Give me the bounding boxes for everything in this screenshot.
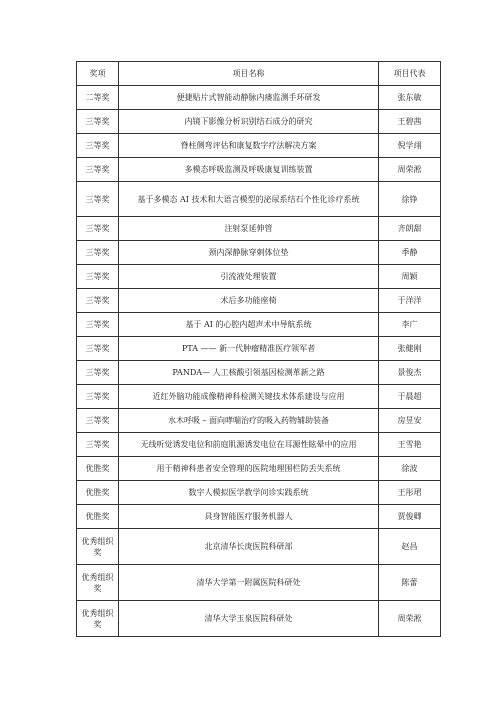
award-cell: 优胜奖 bbox=[77, 481, 119, 505]
project-cell: PTA —— 新一代肿瘤精准医疗领军者 bbox=[119, 337, 379, 361]
header-representative: 项目代表 bbox=[379, 62, 441, 86]
project-cell: 清华大学第一附属医院科研处 bbox=[119, 565, 379, 601]
project-cell: 便捷贴片式智能动静脉内瘘监测手环研发 bbox=[119, 86, 379, 110]
table-row bbox=[77, 337, 441, 361]
representative-cell: 周荣淞 bbox=[379, 601, 441, 637]
project-cell: PANDA— 人工核酸引领基因检测革新之路 bbox=[119, 361, 379, 385]
award-cell: 三等奖 bbox=[77, 433, 119, 457]
project-cell: 近红外脑功能成像精神科检测关键技术体系建设与应用 bbox=[119, 385, 379, 409]
award-cell: 三等奖 bbox=[77, 337, 119, 361]
award-cell: 三等奖 bbox=[77, 409, 119, 433]
table-row bbox=[77, 385, 441, 409]
representative-cell: 齐朗甜 bbox=[379, 217, 441, 241]
award-cell: 三等奖 bbox=[77, 385, 119, 409]
award-table bbox=[76, 61, 441, 637]
project-cell: 脊柱侧弯评估和康复数字疗法解决方案 bbox=[119, 134, 379, 158]
representative-cell: 于晨超 bbox=[379, 385, 441, 409]
representative-cell: 倪学翊 bbox=[379, 134, 441, 158]
table-row bbox=[77, 481, 441, 505]
project-cell: 无线听觉诱发电位和前庭肌源诱发电位在耳源性眩晕中的应用 bbox=[119, 433, 379, 457]
award-cell: 三等奖 bbox=[77, 134, 119, 158]
table-row bbox=[77, 313, 441, 337]
table-row bbox=[77, 601, 441, 637]
representative-cell: 李广 bbox=[379, 313, 441, 337]
representative-cell: 周荣淞 bbox=[379, 158, 441, 182]
award-cell: 三等奖 bbox=[77, 110, 119, 134]
project-cell: 颈内深静脉穿刺体位垫 bbox=[119, 241, 379, 265]
representative-cell: 张健刚 bbox=[379, 337, 441, 361]
table-row bbox=[77, 265, 441, 289]
award-cell: 优秀组织奖 bbox=[77, 529, 119, 565]
table-row bbox=[77, 457, 441, 481]
table-row bbox=[77, 409, 441, 433]
table-row bbox=[77, 565, 441, 601]
project-cell: 基于 AI 的心腔内超声术中导航系统 bbox=[119, 313, 379, 337]
representative-cell: 张东敏 bbox=[379, 86, 441, 110]
award-cell: 二等奖 bbox=[77, 86, 119, 110]
award-cell: 三等奖 bbox=[77, 217, 119, 241]
header-award: 奖项 bbox=[77, 62, 119, 86]
representative-cell: 徐铮 bbox=[379, 182, 441, 217]
table-row bbox=[77, 158, 441, 182]
header-project-name: 项目名称 bbox=[119, 62, 379, 86]
representative-cell: 景俊杰 bbox=[379, 361, 441, 385]
table-row bbox=[77, 110, 441, 134]
representative-cell: 王雪艳 bbox=[379, 433, 441, 457]
project-cell: 北京清华长庚医院科研部 bbox=[119, 529, 379, 565]
table-row bbox=[77, 289, 441, 313]
project-cell: 水木呼吸 – 面向哮喘治疗的吸入药物辅助装备 bbox=[119, 409, 379, 433]
representative-cell: 于洋洋 bbox=[379, 289, 441, 313]
award-cell: 三等奖 bbox=[77, 241, 119, 265]
table-row bbox=[77, 182, 441, 217]
award-cell: 三等奖 bbox=[77, 158, 119, 182]
project-cell: 内镜下影像分析识别结石成分的研究 bbox=[119, 110, 379, 134]
award-cell: 三等奖 bbox=[77, 182, 119, 217]
project-cell: 多模态呼吸监测及呼吸康复训练装置 bbox=[119, 158, 379, 182]
project-cell: 引流液处理装置 bbox=[119, 265, 379, 289]
award-cell: 三等奖 bbox=[77, 289, 119, 313]
representative-cell: 房昱安 bbox=[379, 409, 441, 433]
representative-cell: 王彤珺 bbox=[379, 481, 441, 505]
project-cell: 数字人模拟医学教学问诊实践系统 bbox=[119, 481, 379, 505]
table-row bbox=[77, 134, 441, 158]
table-row bbox=[77, 86, 441, 110]
representative-cell: 赵昌 bbox=[379, 529, 441, 565]
table-row bbox=[77, 529, 441, 565]
project-cell: 术后多功能座椅 bbox=[119, 289, 379, 313]
table-row bbox=[77, 217, 441, 241]
award-cell: 三等奖 bbox=[77, 265, 119, 289]
table-row bbox=[77, 361, 441, 385]
table-row bbox=[77, 241, 441, 265]
project-cell: 用于精神科患者安全管理的医院地理围栏防丢失系统 bbox=[119, 457, 379, 481]
project-cell: 具身智能医疗服务机器人 bbox=[119, 505, 379, 529]
table-row bbox=[77, 505, 441, 529]
representative-cell: 贾俊卿 bbox=[379, 505, 441, 529]
project-cell: 注射泵延伸管 bbox=[119, 217, 379, 241]
representative-cell: 王碧茜 bbox=[379, 110, 441, 134]
representative-cell: 季静 bbox=[379, 241, 441, 265]
project-cell: 基于多模态 AI 技术和大语言模型的泌尿系结石个性化诊疗系统 bbox=[119, 182, 379, 217]
representative-cell: 徐波 bbox=[379, 457, 441, 481]
table-row bbox=[77, 433, 441, 457]
representative-cell: 陈蕾 bbox=[379, 565, 441, 601]
award-cell: 三等奖 bbox=[77, 313, 119, 337]
award-cell: 优胜奖 bbox=[77, 457, 119, 481]
project-cell: 清华大学玉泉医院科研处 bbox=[119, 601, 379, 637]
award-cell: 三等奖 bbox=[77, 361, 119, 385]
representative-cell: 周颖 bbox=[379, 265, 441, 289]
header-row bbox=[77, 62, 441, 86]
award-cell: 优秀组织奖 bbox=[77, 565, 119, 601]
award-cell: 优胜奖 bbox=[77, 505, 119, 529]
award-cell: 优秀组织奖 bbox=[77, 601, 119, 637]
